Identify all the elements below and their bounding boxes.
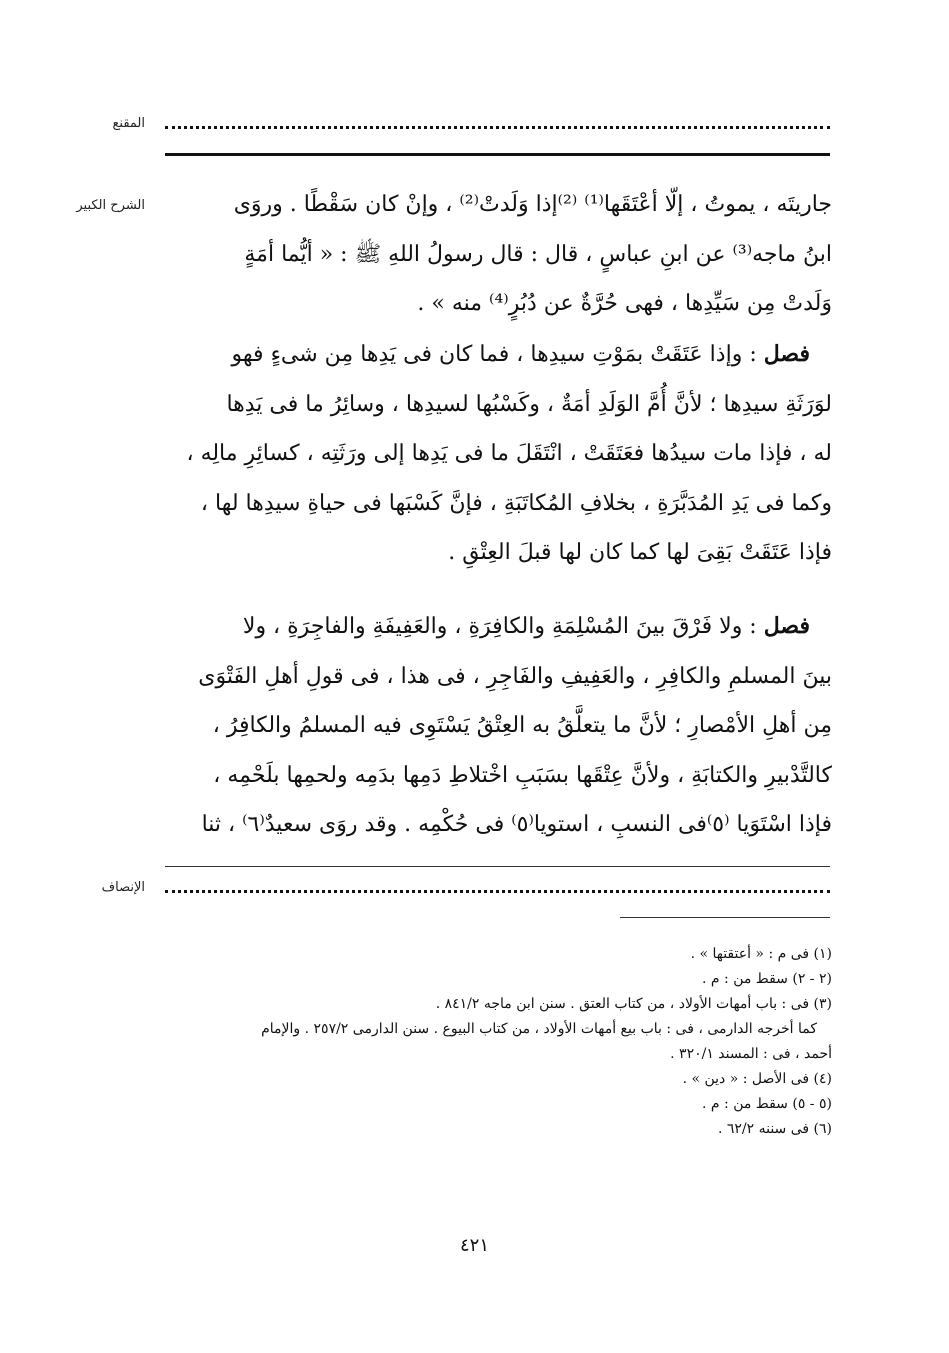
footnote: (٦) فى سننه ٦٢/٢ . <box>717 1121 832 1137</box>
fasl-1-line: وكما فى يَدِ المُدَبَّرَةِ ، بخلافِ المُكاتَبَةِ ، فإنَّ كَسْبَها فى حياةِ سيدِها لها ، <box>200 490 832 516</box>
sharh-line: وَلَدتْ مِن سَيِّدِها ، فهى حُرَّةٌ عن دُبُرٍ⁽⁴⁾ منه » . <box>417 291 832 316</box>
sharh-label: الشرح الكبير <box>76 198 145 213</box>
fasl-2-line: : ولا فَرْقَ بينَ المُسْلِمَةِ والكافِرَةِ ، والعَفِيفَةِ والفاجِرَةِ ، ولا <box>242 614 757 639</box>
fasl-1-line: فإذا عَتَقَتْ بَقِىَ لها كما كان لها قبلَ العِتْقِ . <box>448 540 832 565</box>
footnote-separator <box>620 917 830 918</box>
page-number: ٤٢١ <box>459 1235 489 1256</box>
footnote: (٣) فى : باب أمهات الأولاد ، من كتاب العتق . سنن ابن ماجه ٨٤١/٢ . <box>435 996 832 1012</box>
fasl-1-heading: فصل <box>763 341 810 367</box>
fasl-2-line: بينَ المسلمِ والكافِرِ ، والعَفِيفِ والفَاجِرِ ، فى هذا ، فى قولِ أهلِ الفَتْوَى <box>198 663 832 689</box>
header-rule <box>165 153 830 156</box>
insaf-dotted-line <box>165 890 830 897</box>
fasl-2-line: فإذا اسْتَوَيا ⁽٥⁾فى النسبِ ، استويا⁽٥⁾ فى حُكْمِه . وقد روَى سعيدٌ⁽٦⁾ ، ثنا <box>201 812 832 837</box>
fasl-1-first-line <box>160 330 832 380</box>
fasl-1-line: له ، فإذا مات سيدُها فعَتَقَتْ ، انْتَقَلَ ما فى يَدِها إلى ورَثَتِه ، كسائِرِ مالِه ، <box>186 441 832 466</box>
fasl-2-first-line <box>160 602 832 652</box>
footnotes <box>160 942 832 1142</box>
fasl-2-line: مِن أهلِ الأمْصارِ ؛ لأنَّ ما يتعلَّقُ به العِتْقُ يَسْتَوِى فيه المسلمُ والكافِرُ ، <box>212 713 832 738</box>
fasl-1-line: لوَرَثَةِ سيدِها ؛ لأنَّ أُمَّ الوَلَدِ أمَةٌ ، وكَسْبُها لسيدِها ، وسائِرُ ما فى يَدِها <box>226 391 832 417</box>
fasl-1-paragraph <box>160 330 832 578</box>
insaf-label: الإنصاف <box>101 880 145 895</box>
insaf-rule <box>165 866 830 867</box>
fasl-2-line: كالتَّدْبيرِ والكتابَةِ ، ولأنَّ عِتْقَها بسَبَبِ اخْتلاطِ دَمِها بدَمِه ولحمِها بلَحْمِه ، <box>213 762 832 788</box>
fasl-2-paragraph <box>160 602 832 850</box>
fasl-1-line: : وإذا عَتَقَتْ بمَوْتِ سيدِها ، فما كان فى يَدِها مِن شىءٍ فهو <box>231 342 757 367</box>
muqni-dotted-line <box>165 126 830 133</box>
fasl-2-heading: فصل <box>763 613 810 639</box>
sharh-paragraph <box>160 180 832 329</box>
sharh-line: جاريتَه ، يموتُ ، إلّا أعْتَقَها⁽¹⁾ ⁽²⁾إذا وَلَدتْ⁽²⁾ ، وإنْ كان سَقْطًا . وروَى <box>233 192 832 217</box>
footnote-continuation: أحمد ، فى : المسند ٣٢٠/١ . <box>670 1046 832 1062</box>
footnote: (٥ - ٥) سقط من : م . <box>702 1096 832 1112</box>
footnote: (٢ - ٢) سقط من : م . <box>702 971 832 987</box>
muqni-label: المقنع <box>112 116 145 131</box>
footnote-continuation: كما أخرجه الدارمى ، فى : باب بيع أمهات الأولاد ، من كتاب البيوع . سنن الدارمى ٢٥٧/٢ . والإمام <box>261 1021 817 1037</box>
footnote: (١) فى م : « أعتقتها » . <box>690 946 832 962</box>
sharh-line: ابنُ ماجه⁽³⁾ عن ابنِ عباسٍ ، قال : قال رسولُ اللهِ ﷺ : « أيُّما أمَةٍ <box>244 241 832 267</box>
footnote: (٤) فى الأصل : « دين » . <box>682 1071 832 1087</box>
